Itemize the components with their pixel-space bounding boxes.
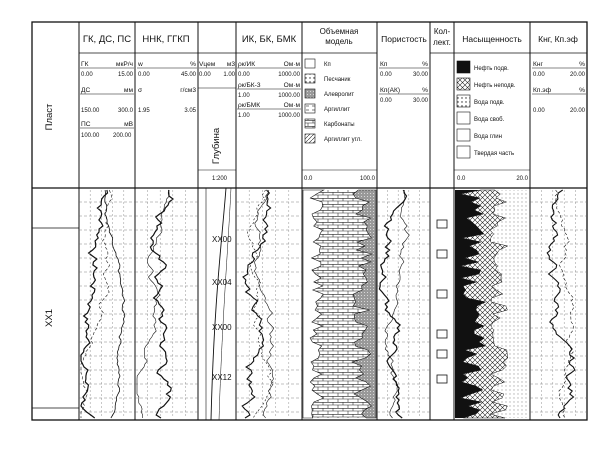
- ds-curve-name: ДС: [81, 87, 91, 94]
- depth-mark-4: XX12: [212, 373, 232, 382]
- nnk-curve-headers: [137, 61, 197, 114]
- ik-curve-left: 0.00: [238, 72, 250, 78]
- bk3-curve-right: 1000.00: [278, 93, 300, 99]
- w-curve-unit: %: [190, 61, 196, 68]
- depth-mark-1: XX00: [212, 235, 232, 244]
- gk-curve-right: 15.00: [117, 72, 133, 78]
- vcem-right: 1.00: [223, 72, 235, 78]
- vol-legend-sandstone: Песчаник: [324, 77, 351, 83]
- ps-curve-unit: мВ: [124, 121, 133, 128]
- depth-header: [199, 61, 236, 182]
- bmk-curve-name: ρк/БМК: [238, 102, 261, 109]
- kng-track-title: Кнг, Кп.эф: [538, 34, 578, 44]
- ik-curve-unit: Ом·м: [283, 61, 300, 68]
- depth-title: Глубина: [211, 127, 222, 165]
- depth-mark-3: XX00: [212, 323, 232, 332]
- kp-curve-name: Кп: [380, 61, 388, 68]
- kpef-curve-unit: %: [579, 87, 585, 94]
- por-track-title: Пористость: [381, 34, 427, 44]
- nas-legend-oil-immobile: Нефть неподв.: [474, 83, 516, 89]
- vol-legend-argillite: Аргиллит: [324, 107, 350, 113]
- vol-legend-carbonates: Карбонаты: [324, 122, 355, 128]
- bk3-curve-unit: Ом·м: [283, 82, 300, 89]
- nas-legend-solid: Твердая часть: [474, 151, 515, 157]
- vcem-left: 0.00: [199, 72, 211, 78]
- kng-curve-right: 20.00: [569, 72, 585, 78]
- kpak-curve-left: 0.00: [380, 98, 392, 104]
- depth-body: [206, 188, 232, 420]
- vol-legend-siltstone: Алевролит: [324, 92, 355, 98]
- ds-curve-right: 300.0: [117, 108, 133, 114]
- koll-title-2: лект.: [433, 38, 451, 47]
- bmk-curve-unit: Ом·м: [283, 102, 300, 109]
- nas-track-title: Насыщенность: [462, 34, 522, 44]
- sigma-curve-left: 1.95: [138, 108, 150, 114]
- vol-legend-kp: Кп: [324, 62, 331, 68]
- kng-curve-left: 0.00: [533, 72, 545, 78]
- kpef-curve-name: Кп.эф: [533, 87, 552, 94]
- ik-curve-headers: [237, 61, 301, 119]
- nas-legend-water-clay: Вода глин: [474, 134, 502, 140]
- w-curve-right: 45.00: [180, 72, 196, 78]
- plast-zone: [32, 228, 79, 408]
- bk3-curve-left: 1.00: [238, 93, 250, 99]
- kpak-curve-unit: %: [422, 87, 428, 94]
- ik-track-title: ИК, БК, БМК: [241, 34, 297, 45]
- nas-legend: [457, 61, 529, 182]
- kpak-curve-name: Кп(АК): [380, 87, 401, 94]
- vol-scale-left: 0.0: [304, 176, 313, 182]
- ds-curve-unit: мм: [123, 87, 133, 94]
- kng-curve-headers: [532, 61, 586, 114]
- bmk-curve-right: 1000.00: [278, 113, 300, 119]
- saturation-body: [455, 190, 529, 418]
- por-curve-headers: [379, 61, 429, 104]
- ds-curve-left: 150.00: [81, 108, 100, 114]
- bmk-curve-left: 1.00: [238, 113, 250, 119]
- depth-scale: 1:200: [212, 176, 228, 182]
- depth-mark-2: XX04: [212, 278, 232, 287]
- vol-title-1: Объемная: [319, 27, 359, 36]
- vol-legend-argillite-coal: Аргиллит угл.: [324, 137, 362, 143]
- gk-curve-unit: мкР/ч: [115, 61, 133, 68]
- kng-curve-unit: %: [579, 61, 585, 68]
- kng-curve-name: Кнг: [533, 61, 543, 68]
- kp-curve-right: 30.00: [412, 72, 428, 78]
- plast-title: Пласт: [44, 103, 55, 131]
- ps-curve-right: 200.00: [113, 133, 132, 139]
- vol-scale-right: 100.0: [359, 176, 375, 182]
- ik-curve-name: ρк/ИК: [238, 61, 256, 68]
- nnk-track-title: ННК, ГГКП: [142, 34, 190, 45]
- kpef-curve-left: 0.00: [533, 108, 545, 114]
- kpef-curve-right: 20.00: [569, 108, 585, 114]
- sigma-curve-name: σ: [138, 87, 143, 94]
- nas-scale-left: 0.0: [457, 176, 466, 182]
- ik-curve-right: 1000.00: [278, 72, 300, 78]
- sigma-curve-right: 3.05: [184, 108, 196, 114]
- sigma-curve-unit: г/см3: [180, 87, 196, 94]
- kpak-curve-right: 30.00: [412, 98, 428, 104]
- volumetric-model-body: [303, 190, 376, 418]
- gk-curve-name: ГК: [81, 61, 89, 68]
- w-curve-name: w: [138, 61, 143, 68]
- zone-label: XX1: [44, 309, 55, 327]
- bk3-curve-name: ρк/БК-3: [238, 82, 261, 89]
- gk-track-title: ГК, ДС, ПС: [82, 34, 132, 45]
- kp-curve-unit: %: [422, 61, 428, 68]
- nas-legend-water-free: Вода своб.: [474, 117, 505, 123]
- nas-legend-oil-mobile: Нефть подв.: [474, 66, 509, 72]
- gk-curve-left: 0.00: [81, 72, 93, 78]
- vcem-name: Vцем: [199, 61, 216, 68]
- nas-scale-right: 20.0: [516, 176, 528, 182]
- nas-legend-water-mobile: Вода подв.: [474, 100, 505, 106]
- vcem-unit: м3: [226, 61, 235, 68]
- ps-curve-name: ПС: [81, 121, 91, 128]
- gk-curve-headers: [80, 61, 134, 139]
- vol-title-2: модель: [325, 37, 353, 46]
- collector-flags: [437, 220, 447, 383]
- koll-title-1: Кол-: [433, 27, 451, 36]
- kp-curve-left: 0.00: [380, 72, 392, 78]
- ps-curve-left: 100.00: [81, 133, 100, 139]
- vol-legend: [304, 59, 376, 182]
- w-curve-left: 0.00: [138, 72, 150, 78]
